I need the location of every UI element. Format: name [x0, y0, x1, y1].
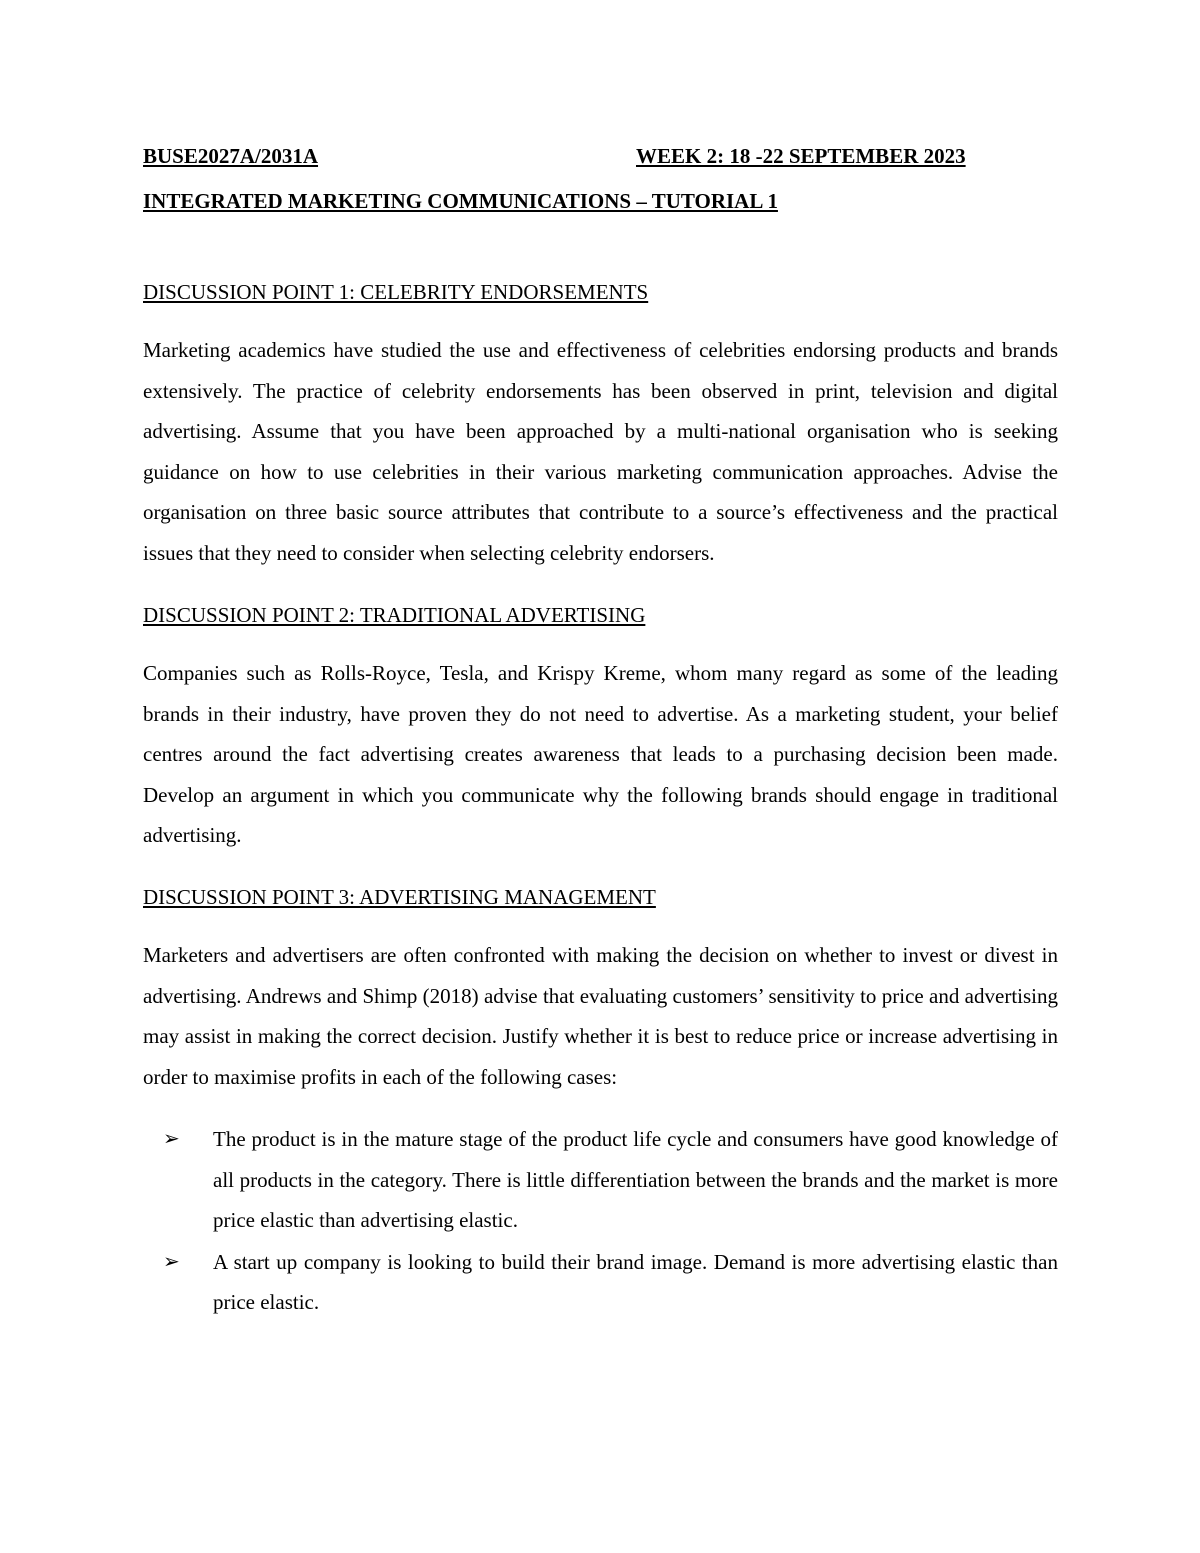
cases-list: [143, 1119, 1058, 1324]
week-dates: WEEK 2: 18 -22 SEPTEMBER 2023: [636, 144, 966, 168]
arrowhead-bullet-icon: ➢: [163, 1250, 180, 1273]
section-heading: DISCUSSION POINT 3: ADVERTISING MANAGEMENT: [143, 885, 656, 909]
discussion-point-3: [143, 884, 1058, 1097]
discussion-point-2: [143, 602, 1058, 856]
list-item: [143, 1242, 1058, 1323]
arrowhead-bullet-icon: ➢: [163, 1128, 180, 1150]
list-item-text: The product is in the mature stage of the product life cycle and consumers have good knowledge of all products in the category. There is little differentiation between the brands and the market is more price elastic than advertising elastic.: [213, 1127, 1058, 1232]
list-item: [143, 1119, 1058, 1241]
section-heading: DISCUSSION POINT 1: CELEBRITY ENDORSEMENTS: [143, 280, 649, 304]
section-body: Companies such as Rolls-Royce, Tesla, and Krispy Kreme, whom many regard as some of the leading brands in their industry, have proven they do not need to advertise. As a marketing student, your belief centres around the fact advertising creates awareness that leads to a purchasing decision been made. Develop an argument in which you communicate why the following brands should engage in traditional advertising.: [143, 661, 1058, 847]
tutorial-title: INTEGRATED MARKETING COMMUNICATIONS – TUTORIAL 1: [143, 189, 778, 213]
section-heading: DISCUSSION POINT 2: TRADITIONAL ADVERTISING: [143, 603, 646, 627]
list-item-text: A start up company is looking to build their brand image. Demand is more advertising elastic than price elastic.: [213, 1249, 1058, 1314]
section-body: Marketers and advertisers are often confronted with making the decision on whether to invest or divest in advertising. Andrews and Shimp (2018) advise that evaluating customers’ sensitivity to price and advertising may assist in making the correct decision. Justify whether it is best to reduce price or increase advertising in order to maximise profits in each of the following cases:: [143, 943, 1058, 1089]
discussion-point-1: [143, 279, 1058, 573]
course-code: BUSE2027A/2031A: [143, 144, 319, 168]
section-body: Marketing academics have studied the use and effectiveness of celebrities endorsing products and brands extensively. The practice of celebrity endorsements has been observed in print, television and digital advertising. Assume that you have been approached by a multi-national organisation who is seeking guidance on how to use celebrities in their various marketing communication approaches. Advise the organisation on three basic source attributes that contribute to a source’s effectiveness and the practical issues that they need to consider when selecting celebrity endorsers.: [143, 338, 1058, 565]
